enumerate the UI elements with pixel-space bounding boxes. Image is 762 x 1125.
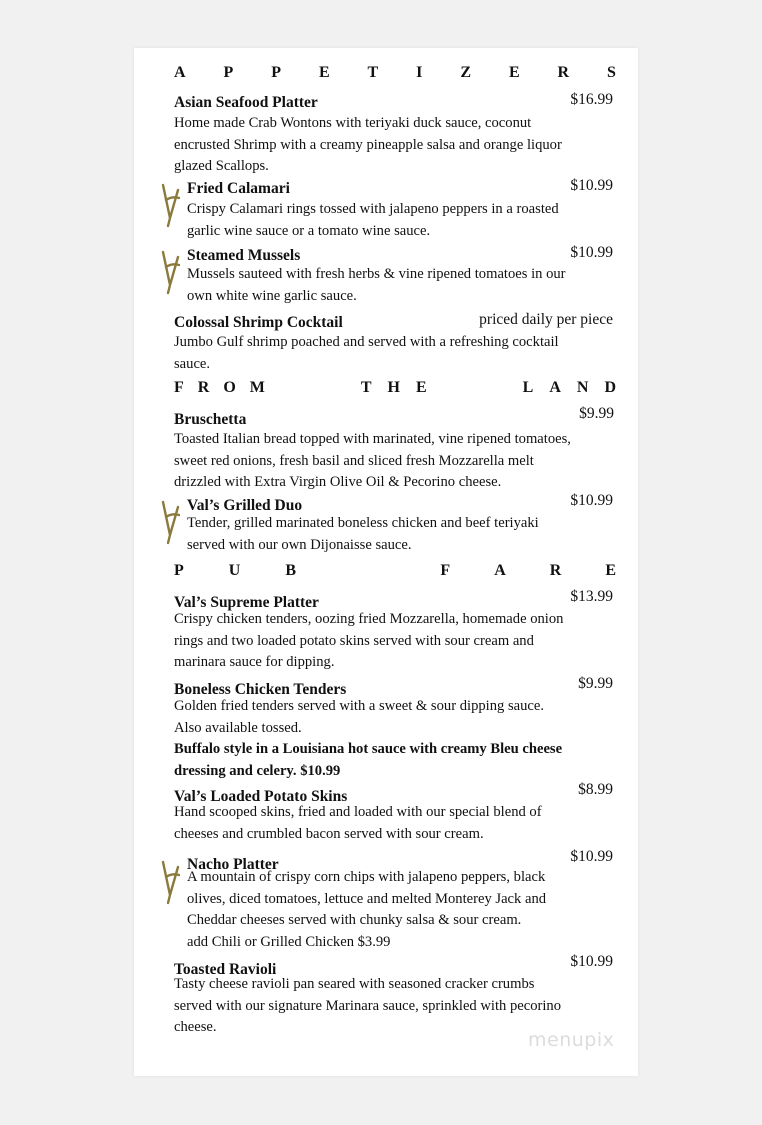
- item-price: priced daily per piece: [479, 311, 613, 328]
- signature-v-icon: [160, 859, 180, 905]
- item-name: Val’s Grilled Duo: [187, 497, 303, 514]
- item-price: $9.99: [578, 675, 613, 692]
- signature-v-icon: [160, 182, 180, 228]
- item-description: A mountain of crispy corn chips with jalapeno peppers, black olives, diced tomatoes, lettuce and melted Monterey Jack and Cheddar cheeses served with chunky salsa & sour cream. add Chili or Grilled Chicken $3.99: [187, 869, 547, 950]
- item-description: Home made Crab Wontons with teriyaki duck sauce, coconut encrusted Shrimp with a creamy pineapple salsa and orange liquor glazed Scallops.: [174, 115, 562, 174]
- item-name: Boneless Chicken Tenders: [174, 681, 347, 698]
- section-heading-appetizers: A P P E T I Z E R S: [174, 64, 616, 81]
- item-description: Golden fried tenders served with a sweet & sour dipping sauce. Also available tossed. Buffalo style in a Louisiana hot sauce with creamy Bleu cheese dressing and celery. $10.99: [174, 698, 563, 779]
- item-description: Jumbo Gulf shrimp poached and served with a refreshing cocktail sauce.: [174, 334, 559, 372]
- item-price: $10.99: [570, 492, 613, 509]
- item-name: Fried Calamari: [187, 180, 290, 197]
- item-name: Toasted Ravioli: [174, 961, 277, 978]
- section-heading-from-the-land: F R O M T H E L A N D: [174, 379, 616, 396]
- item-price: $16.99: [570, 91, 613, 108]
- item-description: Tender, grilled marinated boneless chicken and beef teriyaki served with our own Dijonaisse sauce.: [187, 515, 539, 553]
- item-price: $10.99: [570, 848, 613, 865]
- item-price: $10.99: [570, 177, 613, 194]
- item-name: Nacho Platter: [187, 856, 279, 873]
- item-description: Hand scooped skins, fried and loaded with our special blend of cheeses and crumbled bacon served with sour cream.: [174, 804, 542, 842]
- item-price: $8.99: [578, 781, 613, 798]
- item-name: Val’s Loaded Potato Skins: [174, 788, 348, 805]
- menupix-watermark: menupix: [528, 1029, 615, 1051]
- item-name: Val’s Supreme Platter: [174, 594, 319, 611]
- signature-v-icon: [160, 499, 180, 545]
- item-description: Crispy Calamari rings tossed with jalapeno peppers in a roasted garlic wine sauce or a tomato wine sauce.: [187, 201, 559, 239]
- item-price: $10.99: [570, 244, 613, 261]
- item-name: Colossal Shrimp Cocktail: [174, 314, 343, 331]
- item-description: Tasty cheese ravioli pan seared with seasoned cracker crumbs served with our signature Marinara sauce, sprinkled with pecorino cheese.: [174, 976, 562, 1035]
- item-name: Steamed Mussels: [187, 247, 301, 264]
- item-price: $10.99: [570, 953, 613, 970]
- item-name: Bruschetta: [174, 411, 247, 428]
- item-description: Toasted Italian bread topped with marinated, vine ripened tomatoes, sweet red onions, fresh basil and sliced fresh Mozzarella melt drizzled with Extra Virgin Olive Oil & Pecorino cheese.: [174, 431, 571, 490]
- item-name: Asian Seafood Platter: [174, 94, 318, 111]
- item-description: Crispy chicken tenders, oozing fried Mozzarella, homemade onion rings and two loaded potato skins served with sour cream and marinara sauce for dipping.: [174, 611, 564, 670]
- item-price: $9.99: [579, 405, 614, 422]
- item-description: Mussels sauteed with fresh herbs & vine ripened tomatoes in our own white wine garlic sauce.: [187, 266, 566, 304]
- section-heading-pub-fare: P U B F A R E: [174, 562, 616, 579]
- item-price: $13.99: [570, 588, 613, 605]
- signature-v-icon: [160, 249, 180, 295]
